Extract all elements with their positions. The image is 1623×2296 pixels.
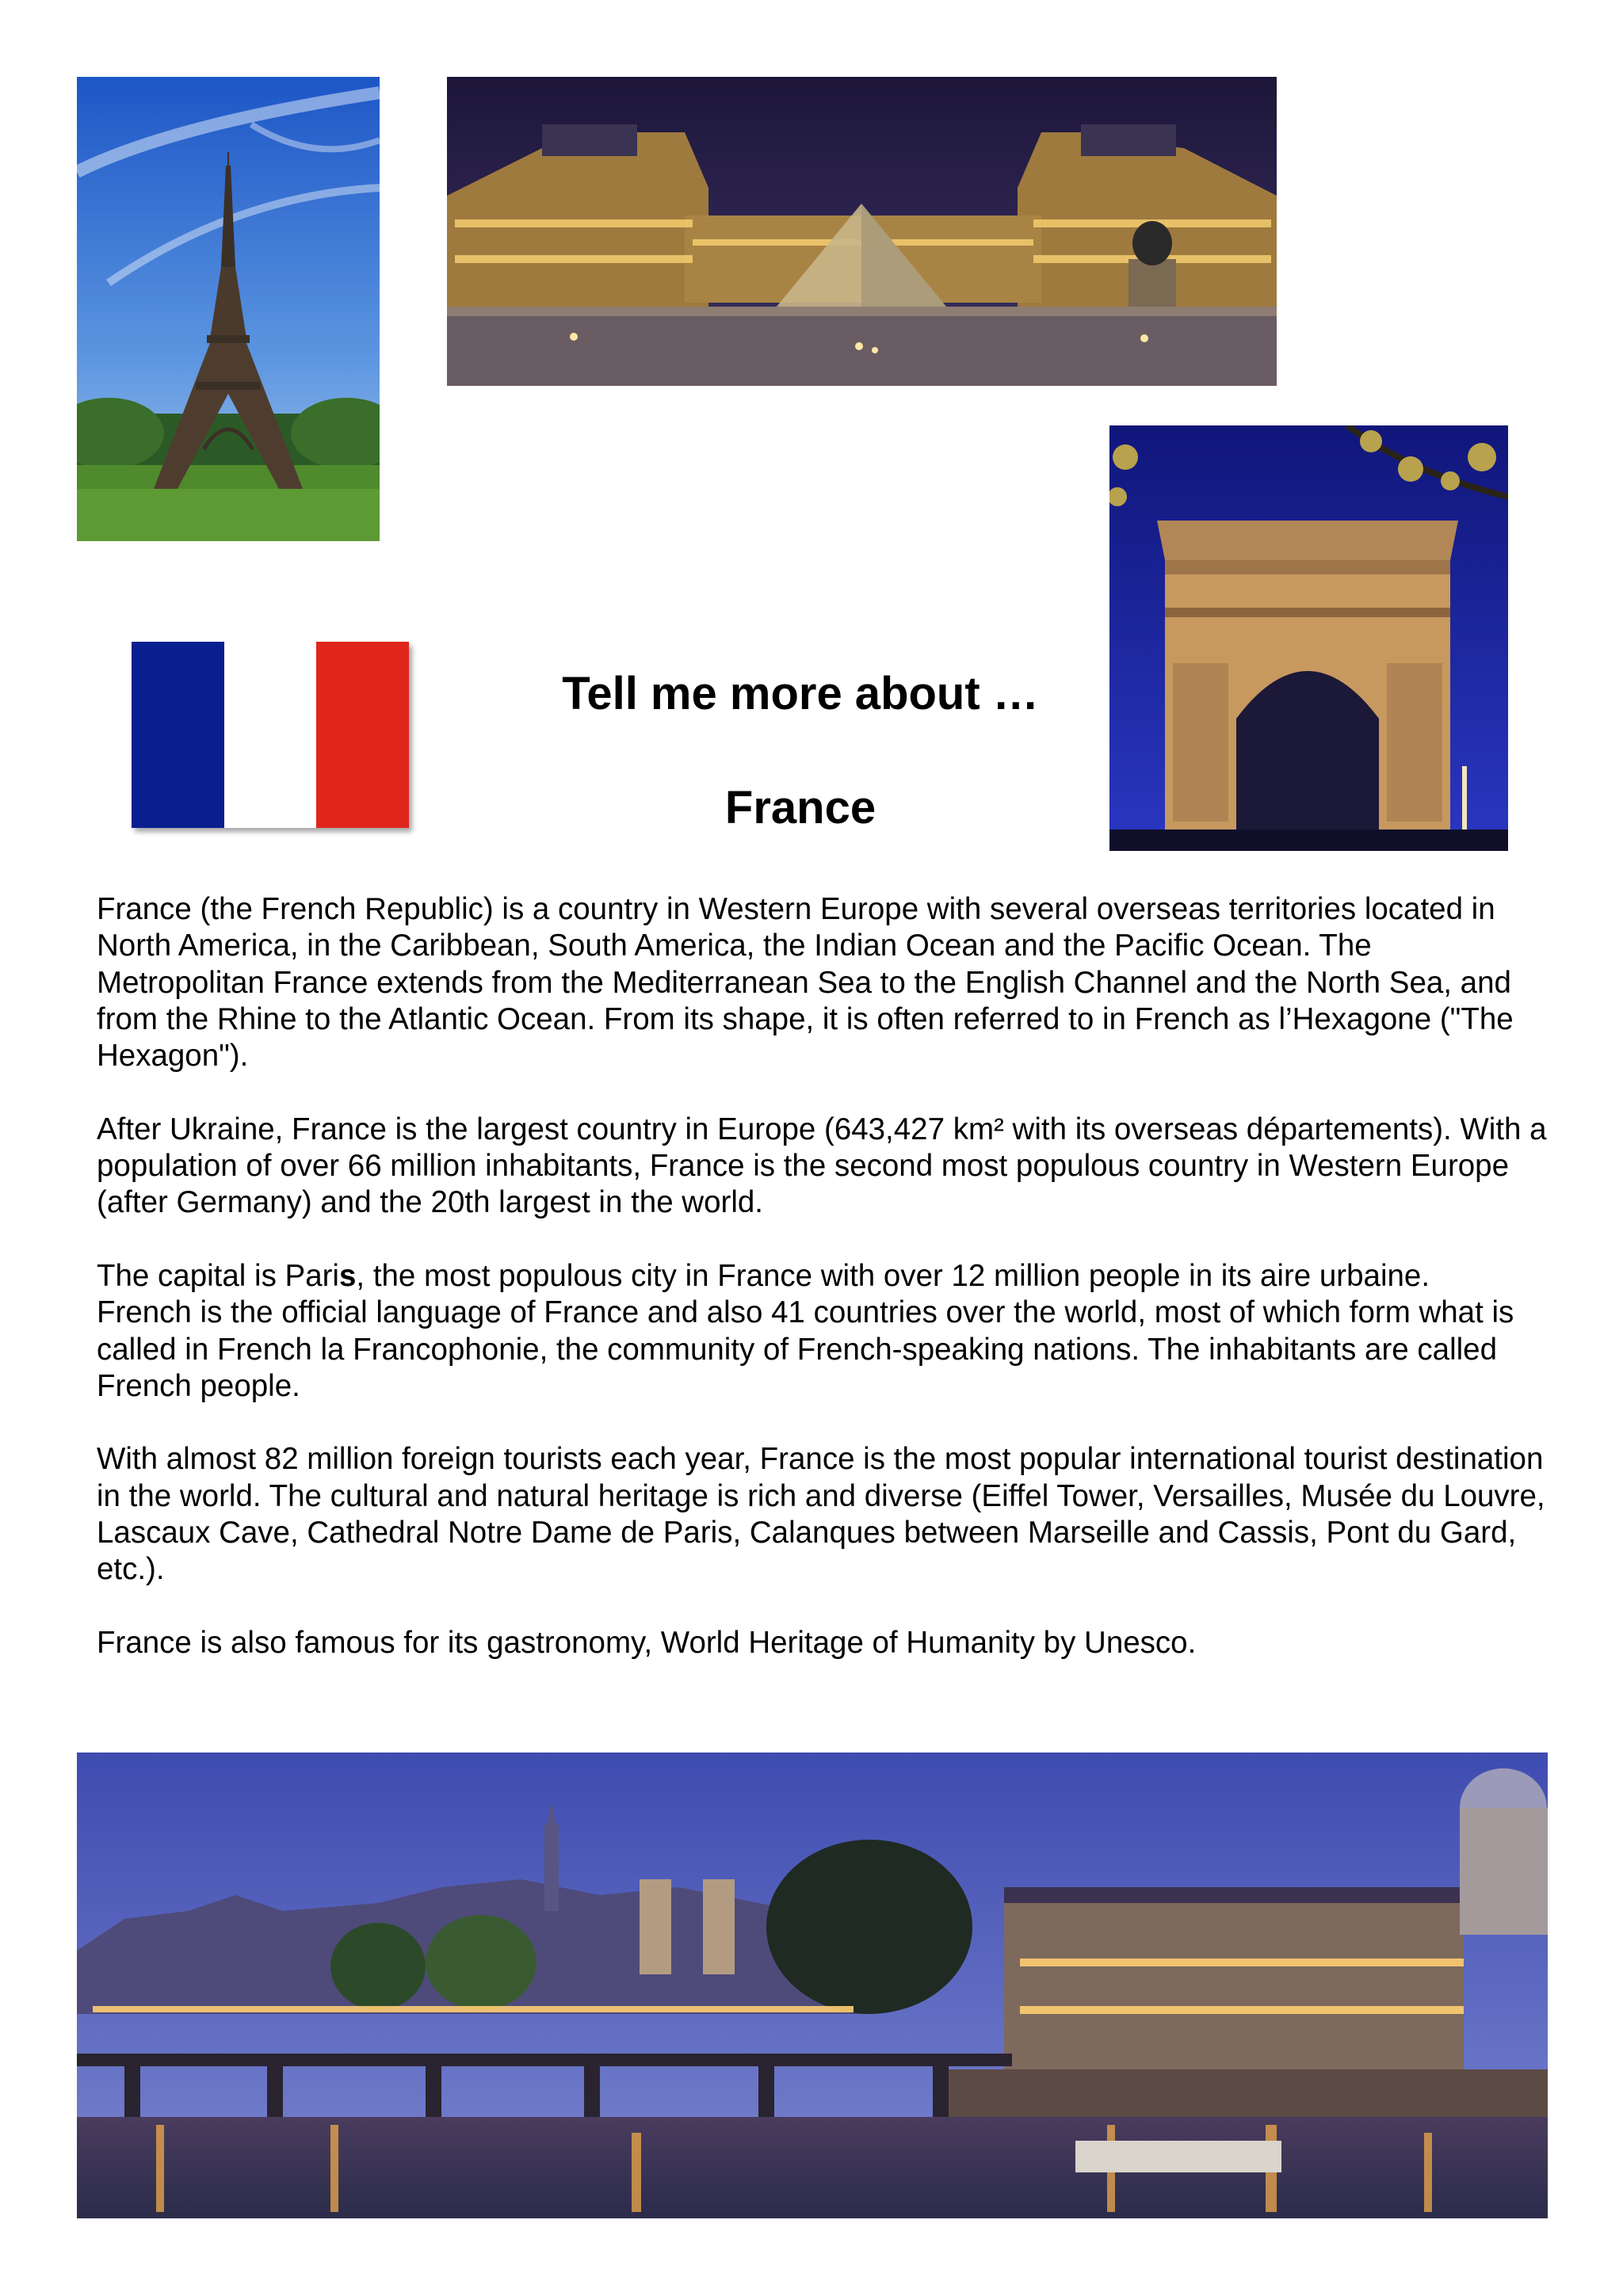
flag-stripe-blue [132, 642, 224, 828]
paragraph: France is also famous for its gastronomy, World Heritage of Humanity by Unesco. [97, 1625, 1197, 1660]
louvre-image [447, 77, 1277, 386]
seine-panorama-image [77, 1753, 1548, 2218]
flag-stripe-white [224, 642, 317, 828]
paragraph: French is the official language of France and also 41 countries over the world, most of which form what is called in French la Francophonie, the community of French-speaking nations. The inhabitants are called French people. [97, 1295, 1514, 1403]
text-run: The capital is Pari [97, 1258, 339, 1293]
paragraph: With almost 82 million foreign tourists each year, France is the most popular international tourist destination in the world. The cultural and natural heritage is rich and diverse (Eiffel Tower, Versailles, Musée du Louvre, Lascaux Cave, Cathedral Notre Dame de Paris, Calanques between Marseille and Cassis, Pont du Gard, etc.). [97, 1442, 1545, 1587]
text-run: , the most populous city in France with over 12 million people in its aire urbaine. [356, 1258, 1430, 1293]
eiffel-tower-image [77, 77, 380, 541]
arc-de-triomphe-image [1109, 425, 1508, 851]
paragraph: After Ukraine, France is the largest country in Europe (643,427 km² with its overseas départements). With a population of over 66 million inhabitants, France is the second most populous country in Western Europe (after Germany) and the 20th largest in the world. [97, 1112, 1547, 1220]
paragraph [97, 1258, 1547, 1295]
paragraph: France (the French Republic) is a country in Western Europe with several overseas territories located in North America, in the Caribbean, South America, the Indian Ocean and the Pacific Ocean. The Metropolitan France extends from the Mediterranean Sea to the English Channel and the North Sea, and from the Rhine to the Atlantic Ocean. From its shape, it is often referred to in French as l’Hexagone ("The Hexagon"). [97, 892, 1514, 1074]
body-text [97, 891, 1547, 1699]
page-title: Tell me more about … [562, 668, 1039, 719]
text-run-bold: s [339, 1258, 357, 1293]
flag-stripe-red [316, 642, 409, 828]
page-subtitle: France [724, 782, 876, 833]
french-flag [132, 642, 409, 828]
